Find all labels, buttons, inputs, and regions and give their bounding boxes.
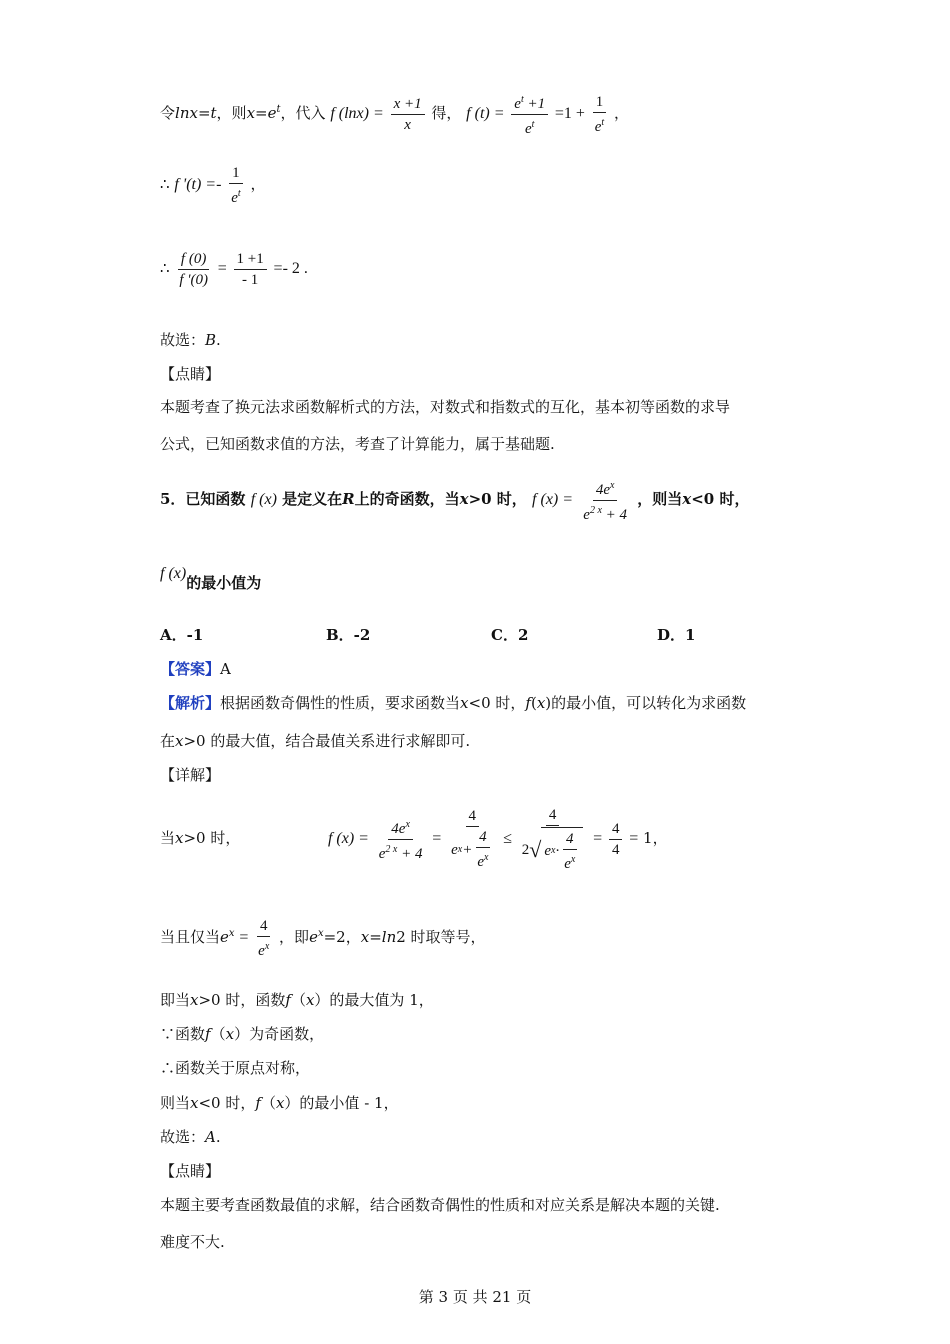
- comment-heading: 【点睛】: [160, 1162, 221, 1180]
- formula-fx: f (x): [160, 565, 187, 582]
- analysis-line1: 【解析】根据函数奇偶性的性质，要求函数当x<0 时，f(x)的最小值，可以转化为求函数: [160, 694, 747, 712]
- question-5-line2: f (x)的最小值为: [160, 565, 262, 592]
- fraction: [391, 95, 425, 134]
- text: t: [210, 104, 217, 122]
- choose-line: 故选：A.: [160, 1128, 221, 1146]
- option-a[interactable]: A．-1: [160, 626, 204, 644]
- fraction: [234, 250, 267, 289]
- text: x: [246, 104, 256, 122]
- answer-line: 【答案】A: [160, 660, 231, 678]
- denominator: - 1: [242, 271, 259, 288]
- numerator: 4: [609, 820, 623, 840]
- denominator: $e^t$: [594, 116, 605, 135]
- text: ，: [250, 175, 266, 193]
- numerator: $e^t +1$: [511, 91, 548, 115]
- numerator: f (0): [178, 250, 209, 270]
- page-footer: 第 3 页 共 21 页: [418, 1288, 532, 1306]
- comment-text: 本题主要考查函数最值的求解，结合函数奇偶性的性质和对应关系是解决本题的关键.: [160, 1196, 720, 1214]
- fraction: [519, 806, 587, 873]
- numerator: 4: [257, 917, 271, 937]
- denominator: e x + $\frac{4}{e^x}$: [451, 829, 489, 870]
- detail-derivation: 当x>0 时， f (x) = $\frac{4e^x}{e^{2 x} + 4}$ = 4 e x + $\frac{4}{e^x}$ ≤ 4 2 √ e x · $\frac{4}{e^x}$ = $\frac{4}{4}$ = 1，: [160, 806, 668, 872]
- line-derivative: [160, 162, 265, 207]
- text: =1 +: [554, 105, 585, 122]
- formula-f-lnx: f (lnx) =: [330, 105, 384, 122]
- detail-step: 则当x<0 时，f（x）的最小值 ‐ 1，: [160, 1094, 399, 1112]
- numerator: 1 +1: [234, 250, 267, 270]
- denominator: $e^{2 x} + 4$: [378, 843, 423, 862]
- text: ，则: [216, 104, 247, 122]
- fraction: [592, 93, 607, 136]
- text: =: [197, 104, 211, 122]
- detail-step: ∵函数f（x）为奇函数，: [160, 1025, 325, 1043]
- analysis-line2: 在x>0 的最大值，结合最值关系进行求解即可.: [160, 732, 471, 750]
- text: e: [267, 104, 277, 122]
- question-5-line1: 5．已知函数 f (x) 是定义在R上的奇函数，当x>0 时， f (x) = $\frac{4e^x}{e^{2 x} + 4}$ ，则当x<0 时，: [160, 476, 749, 524]
- fraction: [376, 816, 426, 863]
- formula-fprime: f '(t) =-: [174, 176, 222, 193]
- denominator: f '(0): [179, 271, 208, 288]
- denominator: $e^t$: [231, 187, 241, 206]
- text: t: [276, 104, 281, 115]
- fraction: [448, 807, 496, 871]
- text: 得，: [431, 104, 462, 122]
- formula-fx: f (x) =: [532, 491, 574, 508]
- equality-condition: 当且仅当$e^x$ = $\frac{4}{e^x}$ ，即$e^x=2$，x=ln2 时取等号，: [160, 917, 486, 959]
- detail-heading: 【详解】: [160, 766, 221, 784]
- fraction: [511, 91, 548, 138]
- fraction: [228, 164, 243, 207]
- detail-step: 即当x>0 时，函数f（x）的最大值为 1，: [160, 991, 434, 1009]
- detail-step: ∴函数关于原点对称，: [160, 1059, 311, 1077]
- numerator: 4: [546, 806, 560, 826]
- numerator: $4e^x$: [593, 477, 618, 501]
- formula-fx: f (x) =: [327, 830, 369, 847]
- comment-text: 本题考查了换元法求函数解析式的方法，对数式和指数式的互化，基本初等函数的求导: [160, 398, 731, 416]
- comment-text: 公式，已知函数求值的方法，考查了计算能力，属于基础题.: [160, 435, 555, 453]
- numerator: $4e^x$: [388, 816, 413, 840]
- formula-f-t: f (t) =: [466, 105, 505, 122]
- text: 令: [160, 104, 176, 122]
- denominator: 2 √ e x · $\frac{4}{e^x}$: [519, 826, 587, 873]
- comment-text: 难度不大.: [160, 1233, 225, 1251]
- denominator: $e^{2 x} + 4$: [583, 504, 628, 523]
- denominator: $e^x$: [258, 940, 270, 959]
- text: =: [255, 104, 268, 122]
- line-substitution: [160, 88, 629, 138]
- text: lnx: [175, 104, 198, 122]
- formula-fx: f (x): [250, 491, 277, 508]
- fraction: [609, 820, 623, 859]
- fraction: [176, 250, 211, 289]
- text: ，代入: [280, 104, 326, 122]
- text: ，: [613, 104, 629, 122]
- fraction: [580, 477, 630, 524]
- therefore-symbol: ∴: [160, 175, 170, 193]
- numerator: 1: [229, 164, 243, 184]
- denominator: x: [404, 116, 411, 133]
- text: =: [217, 260, 227, 277]
- numerator: 1: [593, 93, 607, 113]
- numerator: x +1: [391, 95, 425, 115]
- line-ratio: [160, 246, 308, 291]
- option-b[interactable]: B．-2: [326, 626, 371, 644]
- comment-heading: 【点睛】: [160, 365, 221, 383]
- choose-line: 故选：B.: [160, 331, 221, 349]
- denominator: $e^t$: [524, 118, 535, 137]
- option-c[interactable]: C．2: [491, 626, 529, 644]
- option-d[interactable]: D．1: [657, 626, 696, 644]
- numerator: 4: [466, 807, 480, 827]
- therefore-symbol: ∴: [160, 259, 170, 277]
- denominator: 4: [611, 841, 620, 858]
- fraction: [255, 917, 272, 960]
- text: =- 2 .: [273, 260, 308, 277]
